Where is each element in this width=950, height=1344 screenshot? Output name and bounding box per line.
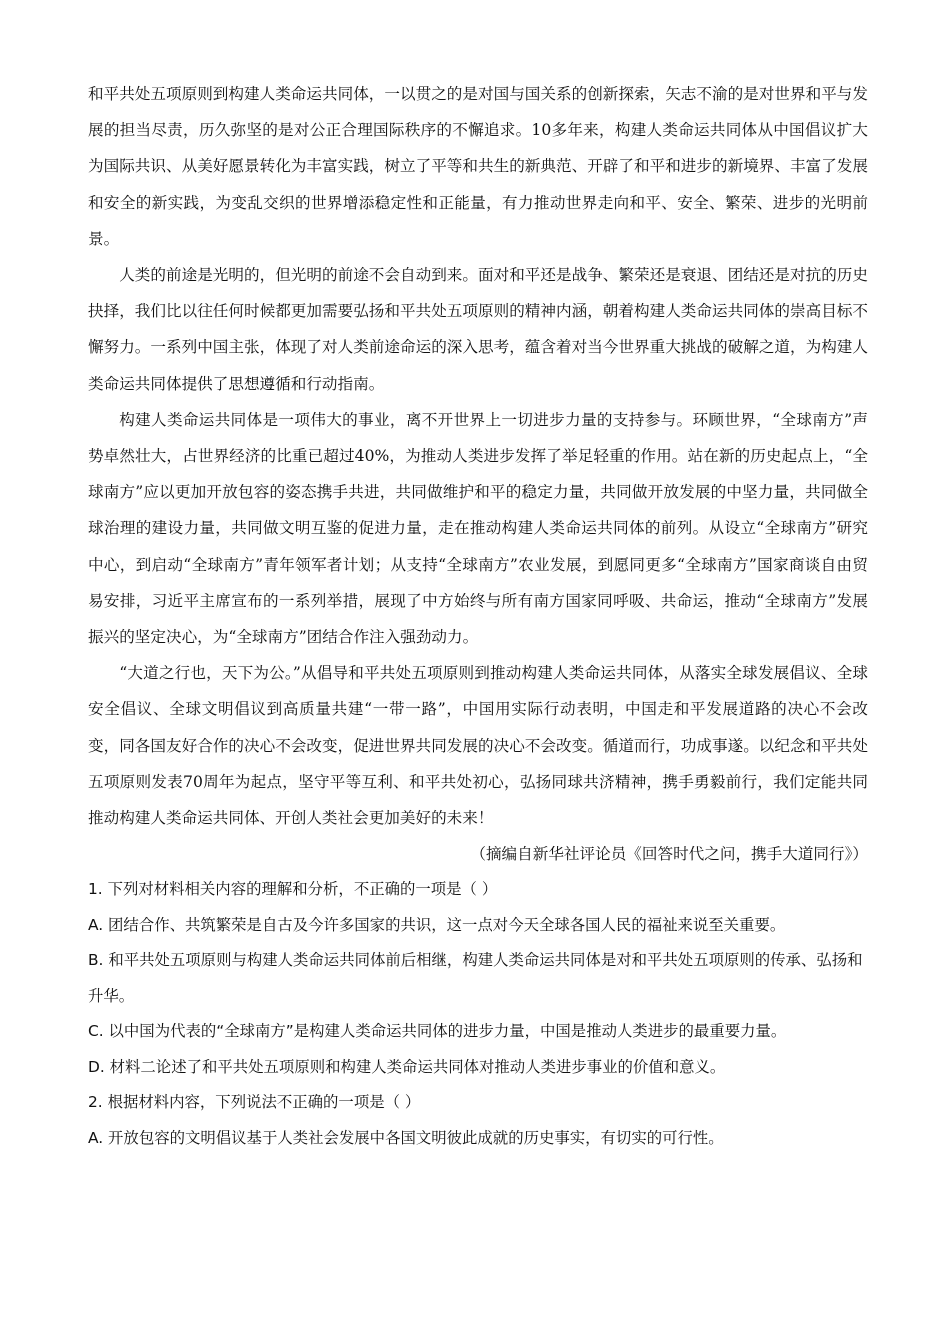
question-2-option-a: A. 开放包容的文明倡议基于人类社会发展中各国文明彼此成就的历史事实，有切实的可行性。	[88, 1128, 724, 1147]
article-paragraph-2: 人类的前途是光明的，但光明的前途不会自动到来。面对和平还是战争、繁荣还是衰退、团结还是对抗的历史抉择，我们比以往任何时候都更加需要弘扬和平共处五项原则的精神内涵，朝着构建人类命运共同体的崇高目标不懈努力。一系列中国主张，体现了对人类前途命运的深入思考，蕴含着对当今世界重大挑战的破解之道，为构建人类命运共同体提供了思想遵循和行动指南。	[88, 266, 868, 393]
document-page	[88, 76, 868, 1156]
question-1	[88, 872, 868, 1085]
question-2-stem: 2. 根据材料内容，下列说法不正确的一项是（ ）	[88, 1093, 421, 1112]
article-source: （摘编自新华社评论员《回答时代之问，携手大道同行》）	[470, 845, 868, 864]
question-1-option-d: D. 材料二论述了和平共处五项原则和构建人类命运共同体对推动人类进步事业的价值和意义。	[88, 1057, 726, 1076]
question-1-option-a: A. 团结合作、共筑繁荣是自古及今许多国家的共识，这一点对今天全球各国人民的福祉来说至关重要。	[88, 915, 786, 934]
article-paragraph-3: 构建人类命运共同体是一项伟大的事业，离不开世界上一切进步力量的支持参与。环顾世界，“全球南方”声势卓然壮大，占世界经济的比重已超过40%，为推动人类进步发挥了举足轻重的作用。站在新的历史起点上，“全球南方”应以更加开放包容的姿态携手共进，共同做维护和平的稳定力量，共同做开放发展的中坚力量，共同做全球治理的建设力量，共同做文明互鉴的促进力量，走在推动构建人类命运共同体的前列。从设立“全球南方”研究中心，到启动“全球南方”青年领军者计划；从支持“全球南方”农业发展，到愿同更多“全球南方”国家商谈自由贸易安排，习近平主席宣布的一系列举措，展现了中方始终与所有南方国家同呼吸、共命运，推动“全球南方”发展振兴的坚定决心，为“全球南方”团结合作注入强劲动力。	[88, 410, 868, 647]
article-paragraph-1: 和平共处五项原则到构建人类命运共同体，一以贯之的是对国与国关系的创新探索，矢志不渝的是对世界和平与发展的担当尽责，历久弥坚的是对公正合理国际秩序的不懈追求。10多年来，构建人类命运共同体从中国倡议扩大为国际共识、从美好愿景转化为丰富实践，树立了平等和共生的新典范、开辟了和平和进步的新境界、丰富了发展和安全的新实践，为变乱交织的世界增添稳定性和正能量，有力推动世界走向和平、安全、繁荣、进步的光明前景。	[88, 85, 868, 248]
question-1-stem: 1. 下列对材料相关内容的理解和分析，不正确的一项是（ ）	[88, 880, 498, 899]
question-1-option-c: C. 以中国为代表的“全球南方”是构建人类命运共同体的进步力量，中国是推动人类进步的最重要力量。	[88, 1022, 787, 1041]
question-2	[88, 1085, 868, 1156]
article-paragraph-4: “大道之行也，天下为公。”从倡导和平共处五项原则到推动构建人类命运共同体，从落实全球发展倡议、全球安全倡议、全球文明倡议到高质量共建“一带一路”，中国用实际行动表明，中国走和平发展道路的决心不会改变，同各国友好合作的决心不会改变，促进世界共同发展的决心不会改变。循道而行，功成事遂。以纪念和平共处五项原则发表70周年为起点，坚守平等互利、和平共处初心，弘扬同球共济精神，携手勇毅前行，我们定能共同推动构建人类命运共同体、开创人类社会更加美好的未来！	[88, 664, 868, 828]
question-1-option-b: B. 和平共处五项原则与构建人类命运共同体前后相继，构建人类命运共同体是对和平共处五项原则的传承、弘扬和升华。	[88, 951, 863, 1005]
